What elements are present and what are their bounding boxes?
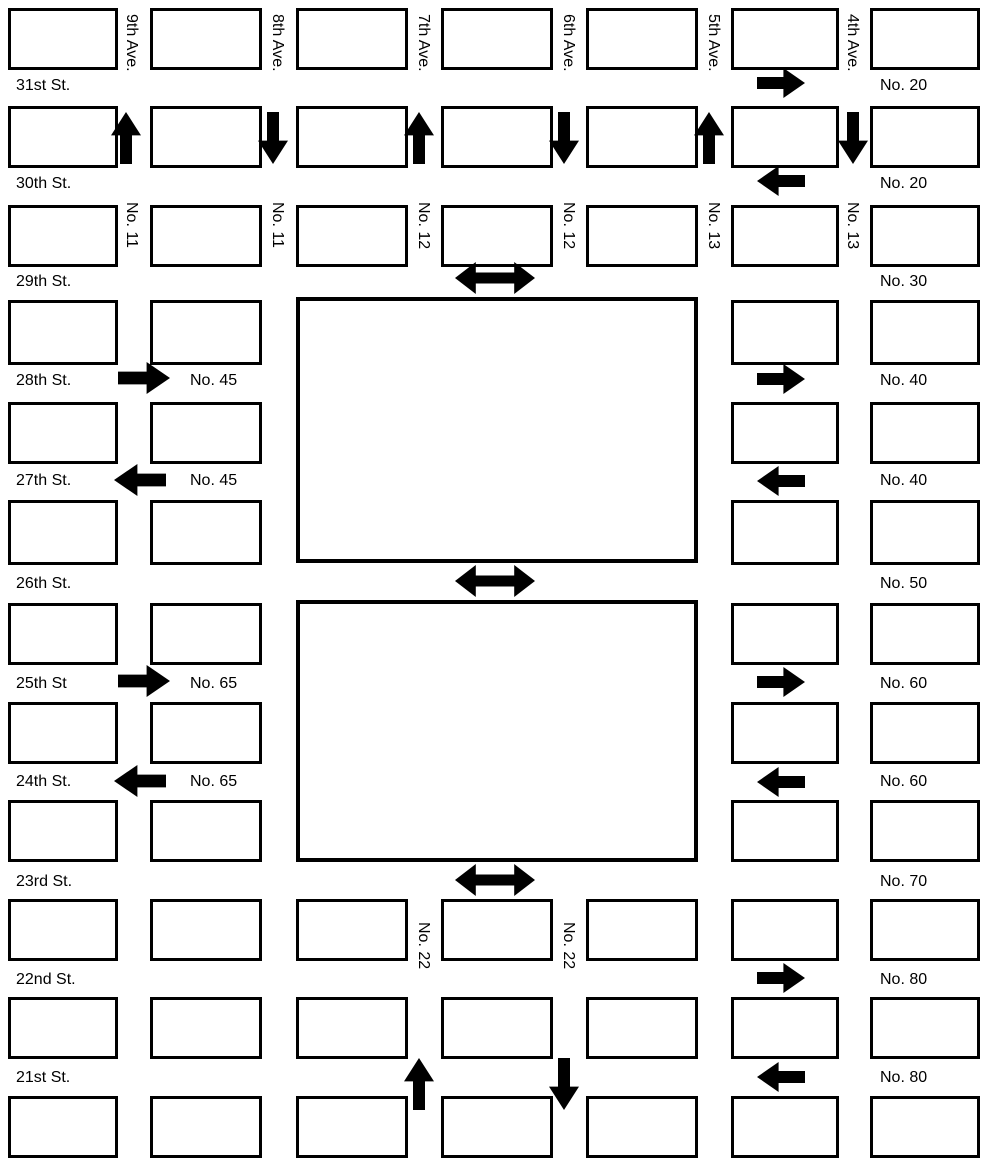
number_labels_horizontal-label: No. 20	[880, 175, 928, 192]
street_labels-label: 22nd St.	[16, 971, 76, 988]
city-block	[150, 106, 262, 168]
city-block	[150, 8, 262, 70]
number_labels_horizontal-label: No. 40	[880, 472, 928, 489]
city-block	[870, 8, 980, 70]
avenue_labels-label: 7th Ave.	[415, 14, 432, 72]
street_labels-label: 24th St.	[16, 773, 72, 790]
number_labels_vertical-label: No. 22	[415, 922, 432, 970]
arrow-south-4th-icon	[838, 112, 868, 164]
number_labels_vertical-label: No. 13	[705, 202, 722, 250]
city-block	[150, 997, 262, 1059]
city-block	[586, 205, 698, 267]
number_labels_horizontal-label: No. 40	[880, 372, 928, 389]
number_labels_vertical-label: No. 11	[269, 202, 286, 248]
number_labels_vertical-label: No. 22	[560, 922, 577, 970]
number_labels_horizontal-label: No. 45	[190, 472, 238, 489]
city-block	[150, 800, 262, 862]
arrow-two-way-23rd-icon	[455, 864, 535, 896]
avenue_labels-label: 9th Ave.	[123, 14, 140, 72]
arrow-south-6th-icon	[549, 112, 579, 164]
arrow-south-6th-lower-icon	[549, 1058, 579, 1110]
arrow-east-22nd-icon	[757, 963, 805, 993]
number_labels_vertical-label: No. 12	[415, 202, 432, 250]
city-block	[150, 500, 262, 565]
arrow-west-30th-icon	[757, 166, 805, 196]
number_labels_vertical-label: No. 13	[844, 202, 861, 250]
city-block	[150, 300, 262, 365]
city-block	[296, 205, 408, 267]
number_labels_horizontal-label: No. 80	[880, 971, 928, 988]
city-block	[870, 300, 980, 365]
arrow-north-5th-icon	[694, 112, 724, 164]
city-block	[870, 603, 980, 665]
arrow-east-28th-west-icon	[118, 362, 170, 394]
arrow-west-27th-west-icon	[114, 464, 166, 496]
city-block	[870, 1096, 980, 1158]
number_labels_horizontal-label: No. 70	[880, 873, 928, 890]
street_labels-label: 28th St.	[16, 372, 72, 389]
city-block	[586, 106, 698, 168]
avenue_labels-label: 5th Ave.	[705, 14, 722, 72]
arrow-east-28th-east-icon	[757, 364, 805, 394]
arrow-north-7th-lower-icon	[404, 1058, 434, 1110]
city-block	[731, 106, 839, 168]
city-block	[8, 300, 118, 365]
city-block	[441, 106, 553, 168]
number_labels_horizontal-label: No. 45	[190, 372, 238, 389]
arrow-two-way-29th-icon	[455, 262, 535, 294]
street_labels-label: 26th St.	[16, 575, 72, 592]
arrow-north-7th-icon	[404, 112, 434, 164]
city-block	[150, 1096, 262, 1158]
city-block	[8, 800, 118, 862]
avenue_labels-label: 4th Ave.	[844, 14, 861, 72]
city-block	[731, 8, 839, 70]
city-block	[731, 402, 839, 464]
city-block	[8, 702, 118, 764]
city-block	[870, 800, 980, 862]
city-block	[8, 106, 118, 168]
city-block	[150, 402, 262, 464]
city-block	[441, 997, 553, 1059]
street_labels-label: 31st St.	[16, 77, 71, 94]
city-block	[731, 205, 839, 267]
city-block	[870, 205, 980, 267]
number_labels_horizontal-label: No. 60	[880, 675, 928, 692]
number_labels_vertical-label: No. 12	[560, 202, 577, 250]
city-block	[870, 106, 980, 168]
city-block	[441, 899, 553, 961]
city-block	[8, 500, 118, 565]
street_labels-label: 21st St.	[16, 1069, 71, 1086]
city-block	[731, 300, 839, 365]
street_labels-label: 25th St	[16, 675, 67, 692]
city-block	[441, 8, 553, 70]
avenue_labels-label: 6th Ave.	[560, 14, 577, 72]
arrow-east-25th-east-icon	[757, 667, 805, 697]
city-block	[870, 702, 980, 764]
arrow-two-way-26th-icon	[455, 565, 535, 597]
city-block	[586, 997, 698, 1059]
arrow-west-27th-east-icon	[757, 466, 805, 496]
city-block	[441, 205, 553, 267]
number_labels_horizontal-label: No. 65	[190, 773, 238, 790]
upper-superblock	[296, 297, 698, 563]
lower-superblock	[296, 600, 698, 862]
city-block	[731, 500, 839, 565]
city-block	[731, 899, 839, 961]
number_labels_vertical-label: No. 11	[123, 202, 140, 248]
city-block	[441, 1096, 553, 1158]
city-block	[731, 800, 839, 862]
city-block	[586, 8, 698, 70]
city-block	[8, 402, 118, 464]
arrow-west-24th-west-icon	[114, 765, 166, 797]
city-block	[731, 603, 839, 665]
city-block	[296, 8, 408, 70]
city-block	[150, 899, 262, 961]
city-block	[8, 1096, 118, 1158]
city-block	[8, 603, 118, 665]
arrow-east-25th-west-icon	[118, 665, 170, 697]
city-block	[296, 1096, 408, 1158]
city-block	[150, 603, 262, 665]
city-block	[731, 702, 839, 764]
city-block	[731, 1096, 839, 1158]
city-block	[731, 997, 839, 1059]
city-block	[870, 997, 980, 1059]
city-block	[150, 205, 262, 267]
number_labels_horizontal-label: No. 30	[880, 273, 928, 290]
city-block	[870, 899, 980, 961]
number_labels_horizontal-label: No. 80	[880, 1069, 928, 1086]
city-block	[870, 402, 980, 464]
street_labels-label: 30th St.	[16, 175, 72, 192]
city-block	[586, 1096, 698, 1158]
arrow-south-8th-icon	[258, 112, 288, 164]
city-block	[296, 899, 408, 961]
arrow-west-21st-icon	[757, 1062, 805, 1092]
street_labels-label: 27th St.	[16, 472, 72, 489]
street_labels-label: 29th St.	[16, 273, 72, 290]
city-block	[296, 106, 408, 168]
arrow-north-9th-icon	[111, 112, 141, 164]
number_labels_horizontal-label: No. 20	[880, 77, 928, 94]
city-block	[296, 997, 408, 1059]
city-block	[8, 997, 118, 1059]
street_labels-label: 23rd St.	[16, 873, 73, 890]
number_labels_horizontal-label: No. 50	[880, 575, 928, 592]
number_labels_horizontal-label: No. 60	[880, 773, 928, 790]
city-block	[8, 899, 118, 961]
arrow-east-31st-icon	[757, 68, 805, 98]
avenue_labels-label: 8th Ave.	[269, 14, 286, 72]
city-block	[150, 702, 262, 764]
city-block	[586, 899, 698, 961]
arrow-west-24th-east-icon	[757, 767, 805, 797]
number_labels_horizontal-label: No. 65	[190, 675, 238, 692]
city-block	[8, 205, 118, 267]
city-block	[8, 8, 118, 70]
city-block	[870, 500, 980, 565]
